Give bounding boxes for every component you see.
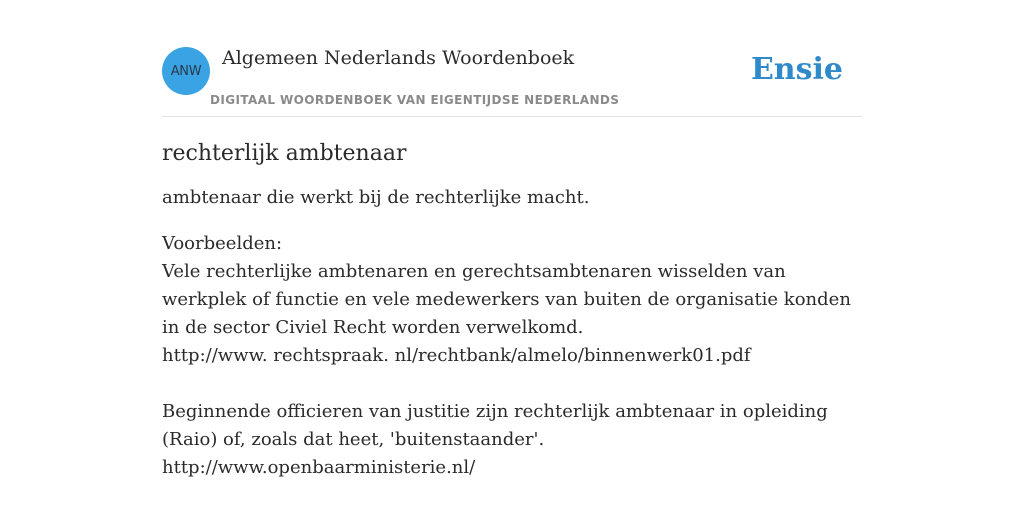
example-source — [162, 454, 862, 482]
example-1 — [162, 258, 862, 370]
definition: ambtenaar die werkt bij de rechterlijke macht. — [162, 187, 590, 208]
example-source — [162, 342, 862, 370]
example-source-link[interactable]: http://www.openbaarministerie.nl/ — [162, 457, 476, 478]
examples-label: Voorbeelden: — [162, 233, 283, 254]
example-separator — [162, 370, 862, 398]
example-text: Beginnende officieren van justitie zijn rechterlijk ambtenaar in opleiding (Raio) of, zoals dat heet, 'buitenstaander'. — [162, 401, 828, 450]
site-subtitle: DIGITAAL WOORDENBOEK VAN EIGENTIJDSE NEDERLANDS — [210, 93, 620, 107]
example-source-link[interactable]: http://www. rechtspraak. nl/rechtbank/almelo/binnenwerk01.pdf — [162, 345, 751, 366]
example-text: Vele rechterlijke ambtenaren en gerechtsambtenaren wisselden van werkplek of functie en vele medewerkers van buiten de organisatie konden in de sector Civiel Recht worden verwelkomd. — [162, 261, 851, 338]
anw-logo[interactable] — [162, 47, 210, 95]
headword: rechterlijk ambtenaar — [162, 141, 407, 166]
logo-text: ANW — [170, 63, 202, 79]
entry-content — [162, 138, 862, 482]
site-header — [162, 46, 862, 117]
example-2 — [162, 398, 862, 482]
site-title[interactable]: Algemeen Nederlands Woordenboek — [222, 47, 575, 69]
ensie-brand-link[interactable]: Ensie — [750, 52, 843, 87]
